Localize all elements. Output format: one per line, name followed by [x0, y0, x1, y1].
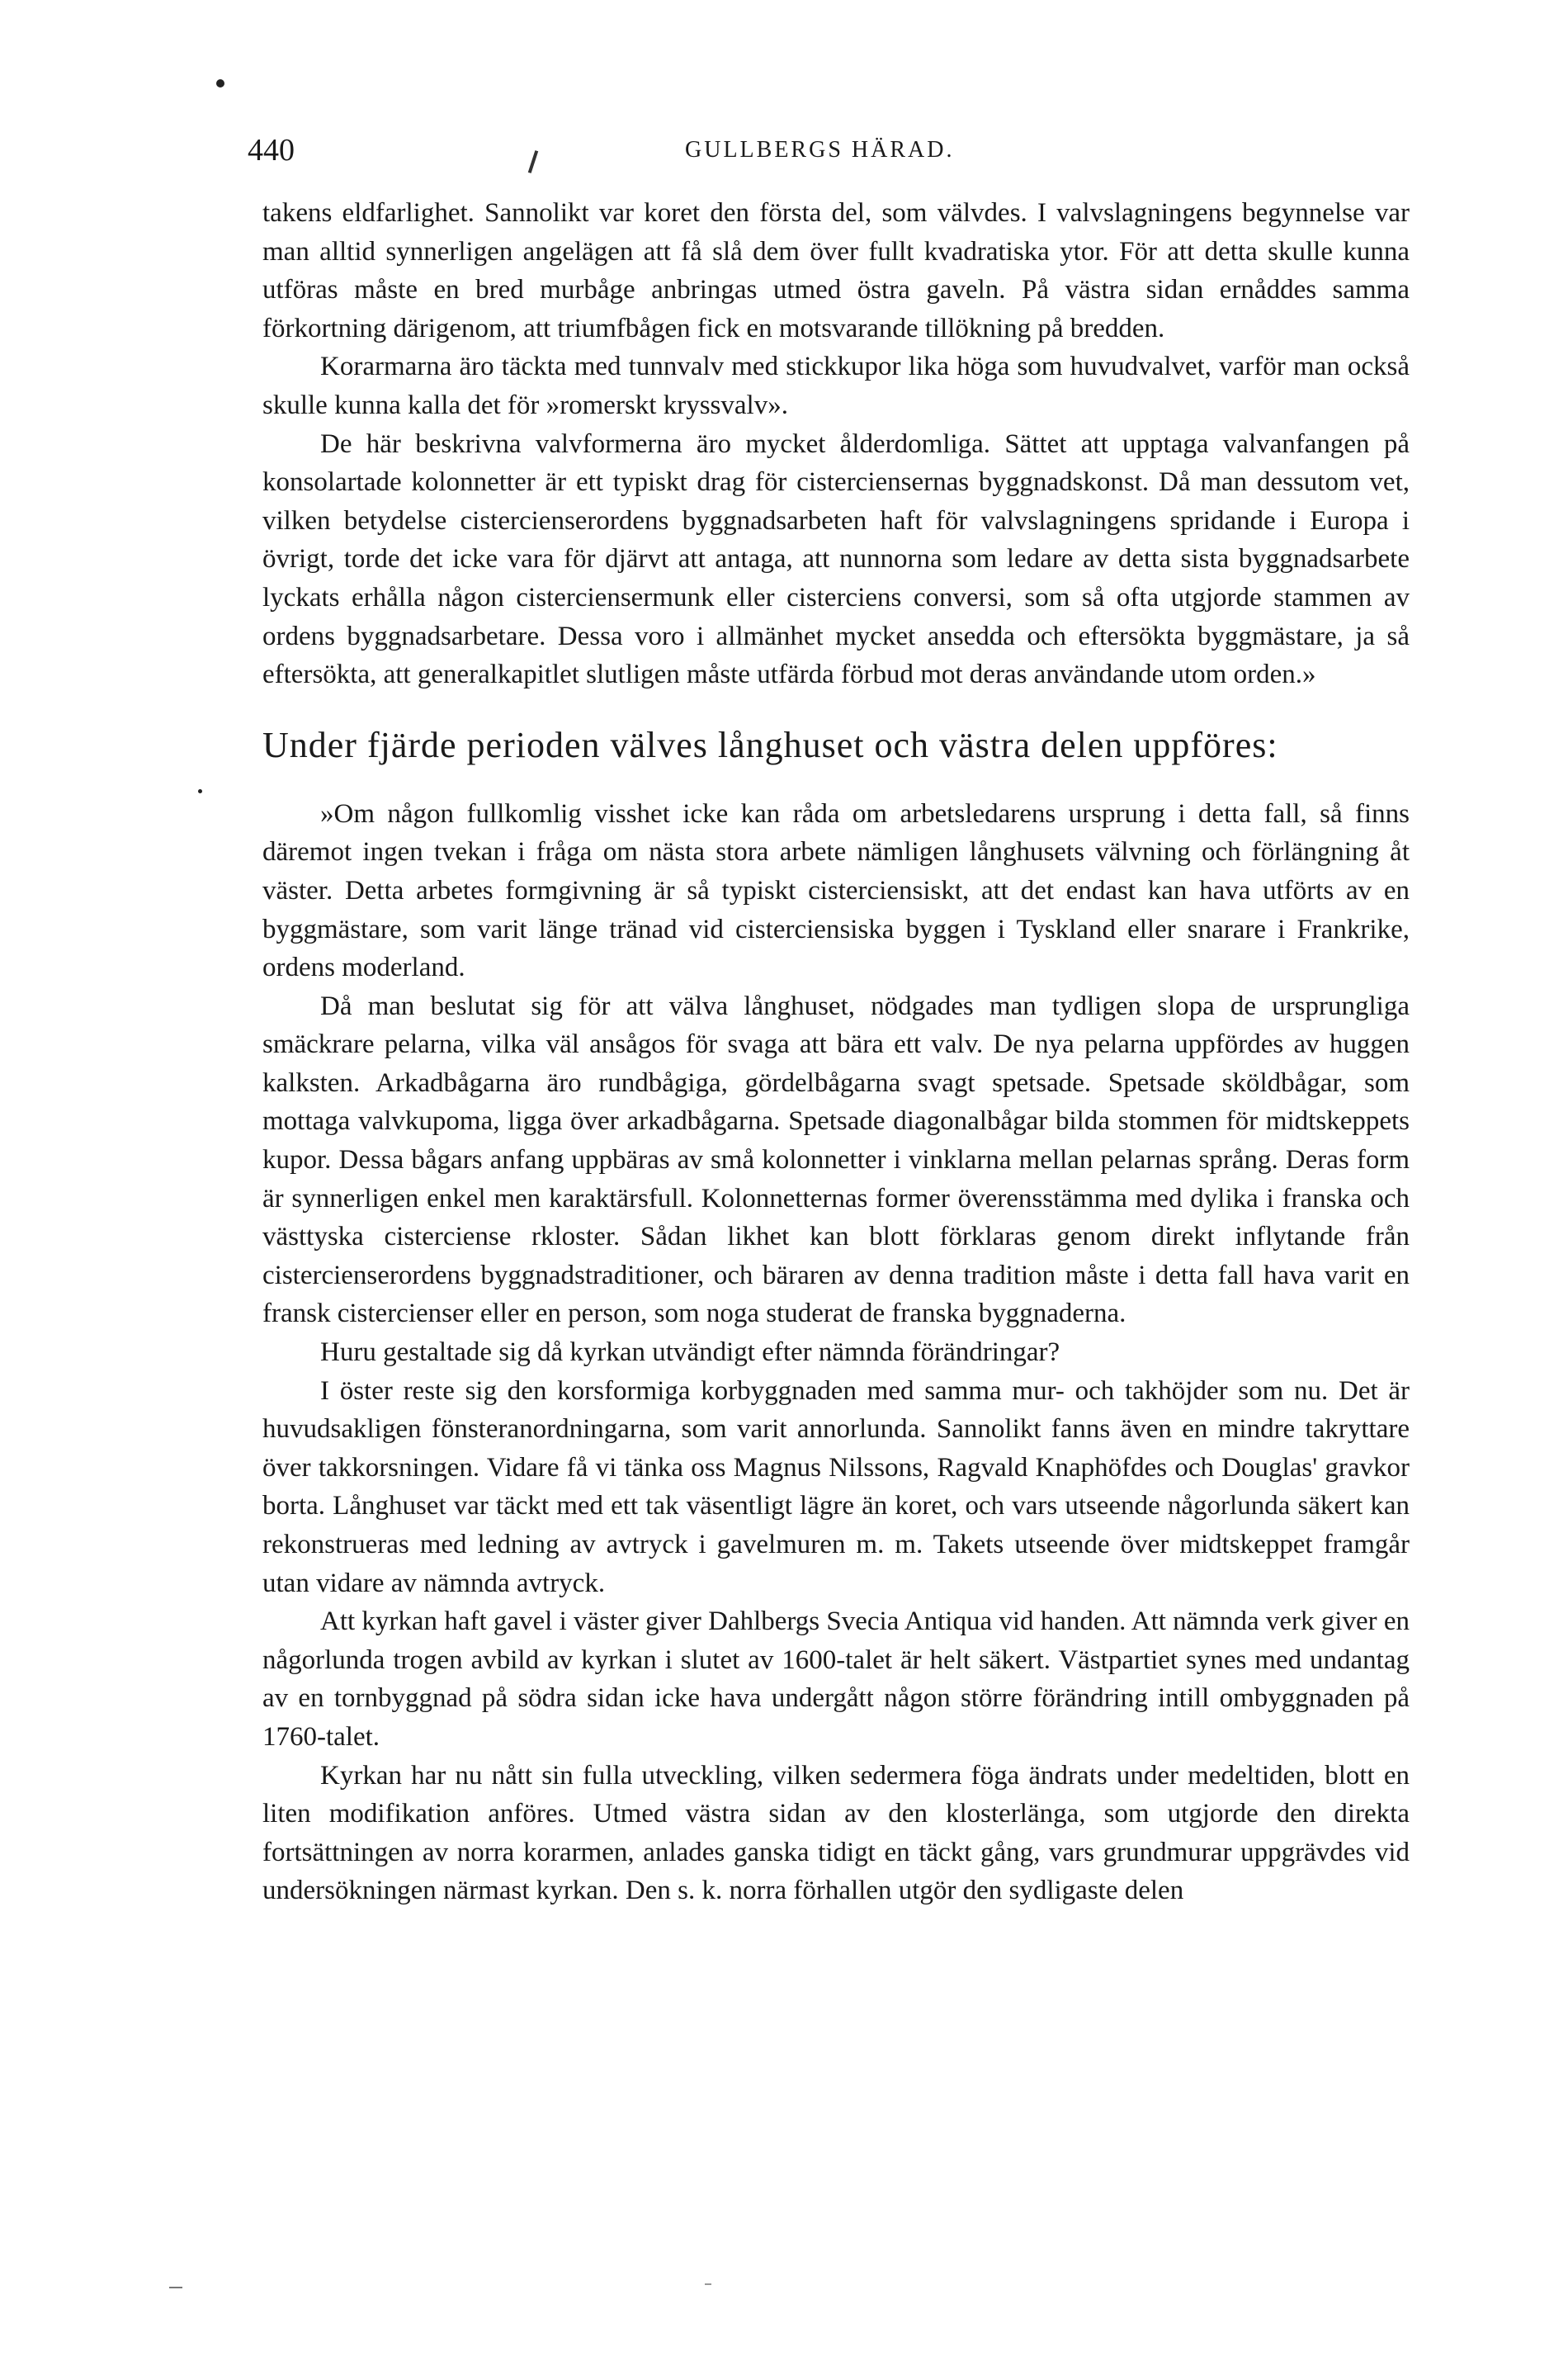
paragraph: »Om någon fullkomlig visshet icke kan råda om arbetsledarens ursprung i detta fall, så finns däremot ingen tvekan i fråga om nästa stora arbete nämligen långhusets välvning och förlängning åt väster. Detta arbetes formgivning är så typiskt cisterciensiskt, att det endast kan hava utförts av en byggmästare, som varit länge tränad vid cisterciensiska byggen i Tyskland eller snarare i Frankrike, ordens moderland. [262, 798, 1410, 983]
paragraph: Korarmarna äro täckta med tunnvalv med stickkupor lika höga som huvudvalvet, varför man också skulle kunna kalla det för »romerskt kryssvalv». [262, 352, 1410, 420]
scan-artifact [169, 2287, 182, 2288]
paragraph: Att kyrkan haft gavel i väster giver Dahlbergs Svecia Antiqua vid handen. Att nämnda verk giver en någorlunda trogen avbild av kyrkan i slutet av 1600-talet är helt säkert. Västpartiet synes med undantag av en tornbyggnad på södra sidan icke hava undergått någon större förändring intill ombyggnaden på 1760-talet. [262, 1606, 1410, 1752]
page-header [248, 132, 1411, 173]
page-number: 440 [248, 133, 295, 168]
running-title: GULLBERGS HÄRAD. [685, 137, 955, 163]
paragraph: De här beskrivna valvformerna äro mycket ålderdomliga. Sättet att upptaga valvanfangen på konsolartade kolonnetter är ett typiskt drag för cisterciensernas byggnadskonst. Då man dessutom vet, vilken betydelse cistercienserordens byggnadsarbeten haft för valvslagningens spridande i Europa i övrigt, torde det icke vara för djärvt att antaga, att nunnorna som ledare av detta sista byggnadsarbete lyckats erhålla någon cisterciensermunk eller cisterciens conversi, som så ofta utgjorde stammen av ordens byggnadsarbetare. Dessa voro i allmänhet mycket ansedda och eftersökta byggmästare, ja så eftersökta, att generalkapitlet slutligen måste utfärda förbud mot deras användande utom orden.» [262, 428, 1410, 690]
body-text [262, 194, 1410, 1910]
scan-artifact [705, 2283, 711, 2285]
paragraph: takens eldfarlighet. Sannolikt var koret den första del, som välvdes. I valvslagningens begynnelse var man alltid synnerligen angelägen att få slå dem över fullt kvadratiska ytor. För att detta skulle kunna utföras måste en bred murbåge anbringas utmed östra gaveln. På västra sidan ernåddes samma förkortning därigenom, att triumfbågen fick en motsvarande tillökning på bredden. [262, 198, 1410, 343]
paragraph: Huru gestaltade sig då kyrkan utvändigt efter nämnda förändringar? [320, 1337, 1060, 1368]
paragraph: I öster reste sig den korsformiga korbyggnaden med samma mur- och takhöjder som nu. Det är huvudsakligen fönsteranordningarna, som varit annorlunda. Sannolikt fanns även en mindre takryttare över takkorsningen. Vidare få vi tänka oss Magnus Nilssons, Ragvald Knaphöfdes och Douglas' gravkor borta. Långhuset var täckt med ett tak väsentligt lägre än koret, och vars utseende någorlunda säkert kan rekonstrueras med ledning av avtryck i gavelmuren m. m. Takets utseende över midtskeppet framgår utan vidare av nämnda avtryck. [262, 1375, 1410, 1598]
ink-speck [216, 79, 224, 88]
section-heading: Under fjärde perioden välves långhuset och västra delen uppföres: [262, 724, 1278, 765]
paragraph: Kyrkan har nu nått sin fulla utveckling, vilken sedermera föga ändrats under medeltiden, blott en liten modifikation anföres. Utmed västra sidan av den klosterlänga, som utgjorde den direkta fortsättningen av norra korarmen, anlades ganska tidigt en täckt gång, vars grundmurar uppgrävdes vid undersökningen närmast kyrkan. Den s. k. norra förhallen utgör den sydligaste delen [262, 1760, 1410, 1906]
paragraph: Då man beslutat sig för att välva långhuset, nödgades man tydligen slopa de ursprungliga smäckrare pelarna, vilka väl ansågos för svaga att bära ett valv. De nya pelarna uppfördes av huggen kalksten. Arkadbågarna äro rundbågiga, gördelbågarna svagt spetsade. Spetsade sköldbågar, som mottaga valvkupoma, ligga över arkadbågarna. Spetsade diagonalbågar bilda stommen för midtskeppets kupor. Dessa bågars anfang uppbäras av små kolonnetter i vinklarna mellan pelarnas språng. Deras form är synnerligen enkel men karaktärsfull. Kolonnetternas former överensstämma med dylika i franska och västtyska cisterciense rkloster. Sådan likhet kan blott förklaras genom direkt inflytande från cistercienserordens byggnadstraditioner, och bäraren av denna tradition måste i detta fall hava varit en fransk cistercienser eller en person, som noga studerat de franska byggnaderna. [262, 991, 1410, 1329]
ink-speck [198, 789, 202, 793]
